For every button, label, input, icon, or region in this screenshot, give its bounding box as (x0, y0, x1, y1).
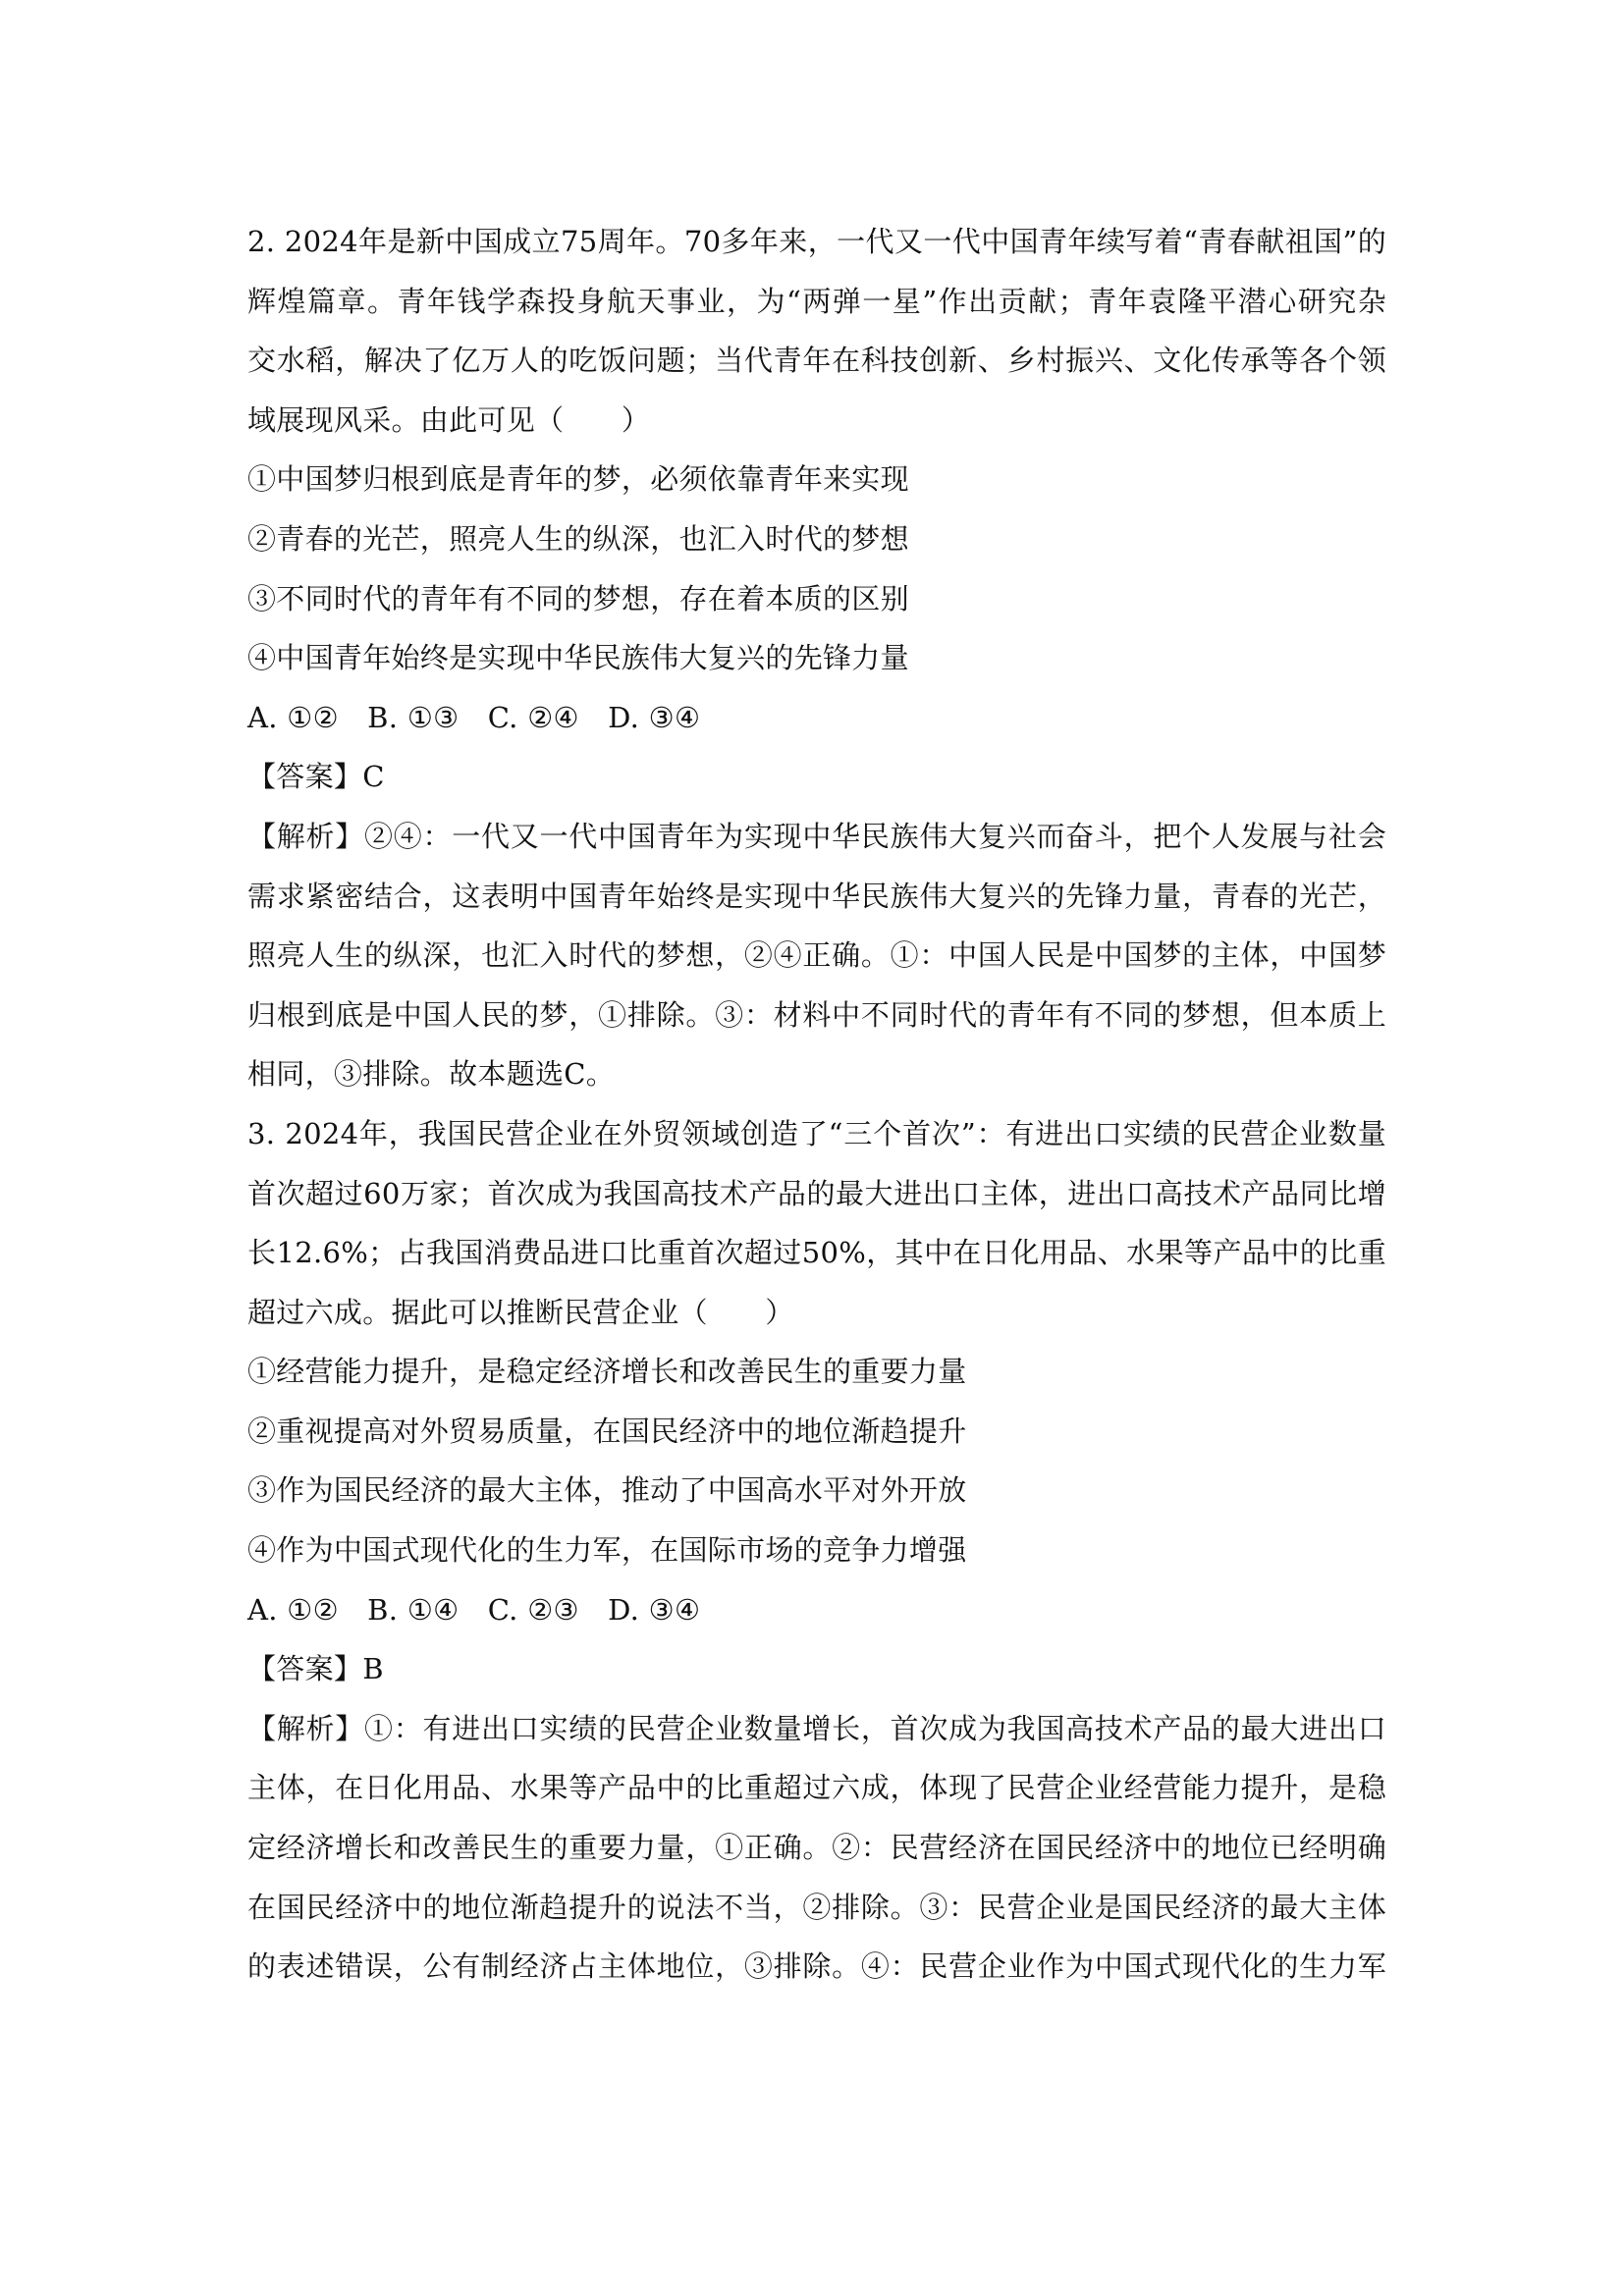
statement-item: ②青春的光芒，照亮人生的纵深，也汇入时代的梦想 (247, 521, 909, 556)
page-content (247, 212, 1386, 1997)
analysis-line: 相同，③排除。故本题选C。 (247, 1057, 616, 1092)
stem-line: 域展现风采。由此可见（ ） (247, 402, 651, 437)
analysis-line: 在国民经济中的地位渐趋提升的说法不当，②排除。③：民营企业是国民经济的最大主体 (247, 1890, 1386, 1924)
analysis-line: 的表述错误，公有制经济占主体地位，③排除。④：民营企业作为中国式现代化的生力军 (247, 1949, 1386, 1984)
answer-key: 【答案】C (247, 760, 385, 794)
analysis (247, 1699, 1386, 1997)
analysis (247, 807, 1386, 1104)
statement-item: ①经营能力提升，是稳定经济增长和改善民生的重要力量 (247, 1355, 967, 1389)
statement-item: ④作为中国式现代化的生力军，在国际市场的竞争力增强 (247, 1533, 967, 1568)
question-3 (247, 1104, 1386, 1997)
stem-line: 长12.6%；占我国消费品进口比重首次超过50%，其中在日化用品、水果等产品中的比重 (247, 1236, 1386, 1270)
answer-key: 【答案】B (247, 1652, 384, 1686)
analysis-line: 需求紧密结合，这表明中国青年始终是实现中华民族伟大复兴的先锋力量，青春的光芒， (247, 879, 1386, 913)
statement-item: ④中国青年始终是实现中华民族伟大复兴的先锋力量 (247, 641, 909, 675)
statement-item: ①中国梦归根到底是青年的梦，必须依靠青年来实现 (247, 462, 909, 497)
analysis-line: 主体，在日化用品、水果等产品中的比重超过六成，体现了民营企业经营能力提升，是稳 (247, 1771, 1386, 1805)
stem-line: 3. 2024年，我国民营企业在外贸领域创造了“三个首次”：有进出口实绩的民营企业数量 (247, 1116, 1386, 1150)
question-stem (247, 212, 1386, 450)
stem-line: 辉煌篇章。青年钱学森投身航天事业，为“两弹一星”作出贡献；青年袁隆平潜心研究杂 (247, 284, 1386, 318)
answer-options: A. ①② B. ①③ C. ②④ D. ③④ (247, 700, 701, 734)
analysis-line: 定经济增长和改善民生的重要力量，①正确。②：民营经济在国民经济中的地位已经明确 (247, 1831, 1386, 1865)
question-stem (247, 1104, 1386, 1342)
statement-item: ③不同时代的青年有不同的梦想，存在着本质的区别 (247, 581, 909, 615)
answer-options: A. ①② B. ①④ C. ②③ D. ③④ (247, 1592, 701, 1627)
statement-list (247, 450, 1386, 687)
stem-line: 交水稻，解决了亿万人的吃饭问题；当代青年在科技创新、乡村振兴、文化传承等各个领 (247, 344, 1386, 378)
stem-line: 首次超过60万家；首次成为我国高技术产品的最大进出口主体，进出口高技术产品同比增 (247, 1176, 1386, 1210)
analysis-line: 归根到底是中国人民的梦，①排除。③：材料中不同时代的青年有不同的梦想，但本质上 (247, 997, 1386, 1032)
analysis-line: 照亮人生的纵深，也汇入时代的梦想，②④正确。①：中国人民是中国梦的主体，中国梦 (247, 938, 1386, 973)
statement-item: ②重视提高对外贸易质量，在国民经济中的地位渐趋提升 (247, 1414, 967, 1448)
analysis-line: 【解析】②④：一代又一代中国青年为实现中华民族伟大复兴而奋斗，把个人发展与社会 (247, 819, 1386, 853)
analysis-line: 【解析】①：有进出口实绩的民营企业数量增长，首次成为我国高技术产品的最大进出口 (247, 1711, 1386, 1745)
statement-item: ③作为国民经济的最大主体，推动了中国高水平对外开放 (247, 1473, 967, 1508)
statement-list (247, 1342, 1386, 1579)
stem-line: 超过六成。据此可以推断民营企业（ ） (247, 1295, 794, 1329)
stem-line: 2. 2024年是新中国成立75周年。70多年来，一代又一代中国青年续写着“青春献祖国”的 (247, 225, 1386, 258)
question-2 (247, 212, 1386, 1104)
